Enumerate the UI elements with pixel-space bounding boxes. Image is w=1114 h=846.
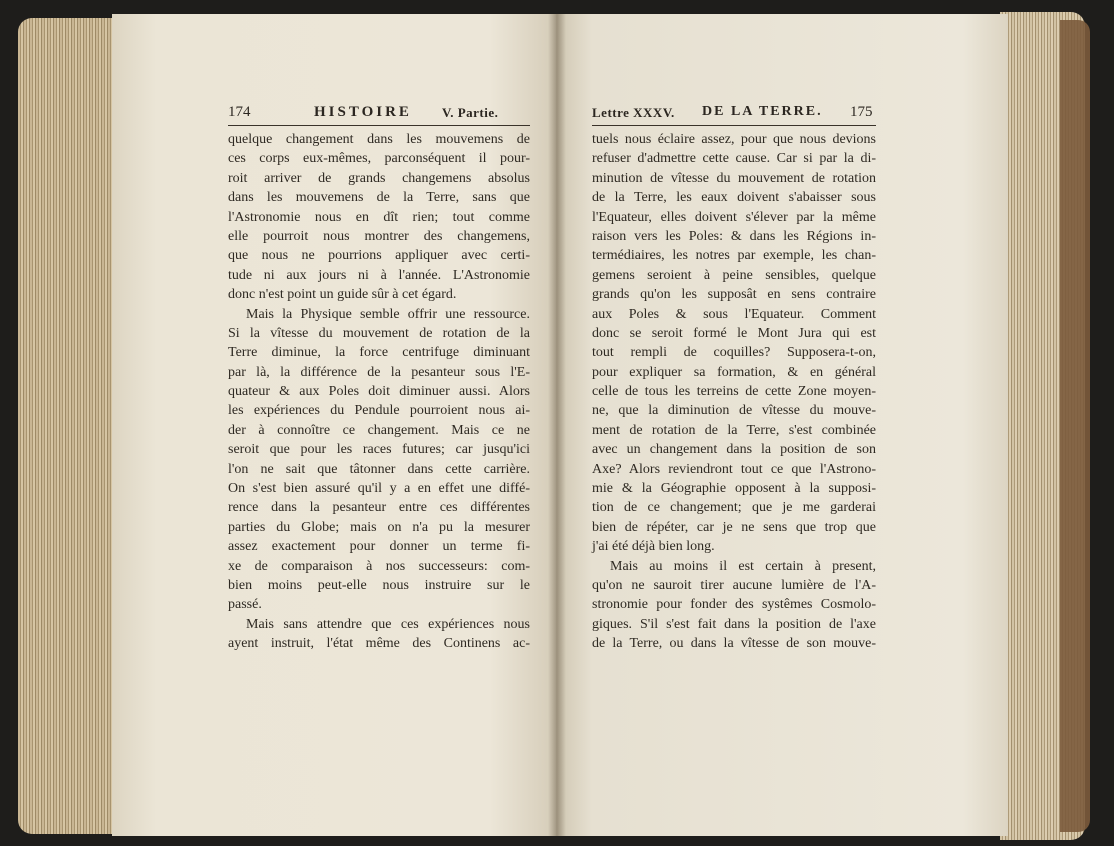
- text-line: grands qu'on les supposât en sens contraire: [592, 287, 876, 303]
- text-line: mie & la Géographie opposent à la supposi-: [592, 481, 876, 497]
- text-line: On s'est bien assuré qu'il y a en effet une diffé-: [228, 481, 530, 497]
- text-line: l'Astronomie nous en dît rien; tout comme: [228, 209, 530, 225]
- text-line: pour expliquer sa formation, & en général: [592, 364, 876, 380]
- text-line: xe de comparaison à nos successeurs: com-: [228, 558, 530, 574]
- left-page-text: [228, 130, 530, 654]
- text-line: l'Equateur, elles doivent s'élever par la même: [592, 209, 876, 225]
- text-line: donc n'est point un guide sûr à cet égard.: [228, 287, 457, 303]
- right-page-text: [592, 130, 876, 654]
- text-line: quateur & aux Poles doit diminuer aussi. Alors: [228, 384, 530, 400]
- text-line: minution de vîtesse du mouvement de rotation: [592, 170, 876, 186]
- text-line: l'on ne sait que tâtonner dans cette carrière.: [228, 461, 530, 477]
- text-line: parties du Globe; mais on n'a pu la mesurer: [228, 519, 530, 535]
- text-line: ne, que la diminution de vîtesse du mouve-: [592, 403, 876, 419]
- text-line: roit arriver de grands changemens absolus: [228, 170, 530, 186]
- right-running-title-right: DE LA TERRE.: [702, 104, 823, 119]
- text-line: que nous ne pourrions appliquer avec certi-: [228, 248, 530, 264]
- right-cover-edge: [1060, 20, 1090, 832]
- text-line: Mais sans attendre que ces expériences nous: [246, 616, 530, 632]
- text-line: Terre diminue, la force centrifuge diminuant: [228, 345, 530, 361]
- text-line: gemens seroient à peine sensibles, quelque: [592, 267, 876, 283]
- text-line: de la Terre, ou dans la vîtesse de son mouve-: [592, 636, 876, 652]
- text-line: tude ni aux jours ni à l'année. L'Astronomie: [228, 267, 530, 283]
- text-line: avec un changement dans la position de son: [592, 442, 876, 458]
- text-line: Mais au moins il est certain à present,: [610, 558, 876, 574]
- text-line: Mais la Physique semble offrir une ressource.: [246, 306, 530, 322]
- text-line: les expériences du Pendule pourroient nous ai-: [228, 403, 530, 419]
- text-line: seroit que pour les races futures; car jusqu'ici: [228, 442, 530, 458]
- text-line: Axe? Alors reviendront tout ce que l'Astrono-: [592, 461, 876, 477]
- text-line: de la Terre, les eaux doivent s'abaisser sous: [592, 190, 876, 206]
- text-line: refuser d'admettre cette cause. Car si par la di-: [592, 151, 876, 167]
- text-line: ayent instruit, l'état même des Continens ac-: [228, 636, 530, 652]
- right-header-rule: [592, 125, 876, 126]
- text-line: ment de rotation de la Terre, s'est combinée: [592, 422, 876, 438]
- text-line: assez exactement pour donner un terme fi-: [228, 539, 530, 555]
- left-header-rule: [228, 125, 530, 126]
- text-line: ces corps eux-mêmes, parconséquent il pour-: [228, 151, 530, 167]
- left-page-number: 174: [228, 104, 251, 120]
- left-running-title: HISTOIRE: [314, 104, 412, 120]
- right-page-number: 175: [850, 104, 873, 120]
- text-line: dans les mouvemens de la Terre, sans que: [228, 190, 530, 206]
- text-line: tout rempli de coquilles? Supposera-t-on,: [592, 345, 876, 361]
- left-part-label: V. Partie.: [442, 105, 499, 120]
- text-line: tuels nous éclaire assez, pour que nous devions: [592, 132, 876, 147]
- left-page-header: [228, 104, 530, 126]
- text-line: bien de répéter, car je ne sens que trop que: [592, 519, 876, 535]
- text-line: par là, la différence de la pesanteur sous l'E-: [228, 364, 530, 380]
- text-line: qu'on ne sauroit tirer aucune lumière de l'A-: [592, 577, 876, 593]
- text-line: der à connoître ce changement. Mais ce ne: [228, 422, 530, 438]
- text-line: raison vers les Poles: & dans les Régions in-: [592, 228, 876, 244]
- text-line: giques. S'il s'est fait dans la position de l'axe: [592, 616, 876, 632]
- text-line: Si la vîtesse du mouvement de rotation de la: [228, 325, 530, 341]
- text-line: donc se seroit formé le Mont Jura qui est: [592, 325, 876, 341]
- book-gutter: [548, 14, 566, 836]
- text-line: j'ai été déjà bien long.: [592, 539, 715, 555]
- text-line: elle pourroit nous montrer des changemens,: [228, 228, 530, 244]
- text-line: stronomie pour fonder des systêmes Cosmolo-: [592, 597, 876, 613]
- text-line: tion de ce changement; que je me garderai: [592, 500, 876, 516]
- text-line: bien moins peut-elle nous instruire sur le: [228, 577, 530, 593]
- text-line: celle de tous les terreins de cette Zone moyen-: [592, 384, 876, 400]
- text-line: rence dans la pesanteur entre ces différentes: [228, 500, 530, 516]
- text-line: passé.: [228, 597, 262, 613]
- right-page-header: [592, 104, 876, 126]
- text-line: quelque changement dans les mouvemens de: [228, 132, 530, 147]
- left-page-edges: [18, 18, 113, 834]
- text-line: aux Poles & sous l'Equateur. Comment: [592, 306, 876, 322]
- right-running-title-left: Lettre XXXV.: [592, 105, 675, 120]
- text-line: termédiaires, les notres par exemple, les chan-: [592, 248, 876, 264]
